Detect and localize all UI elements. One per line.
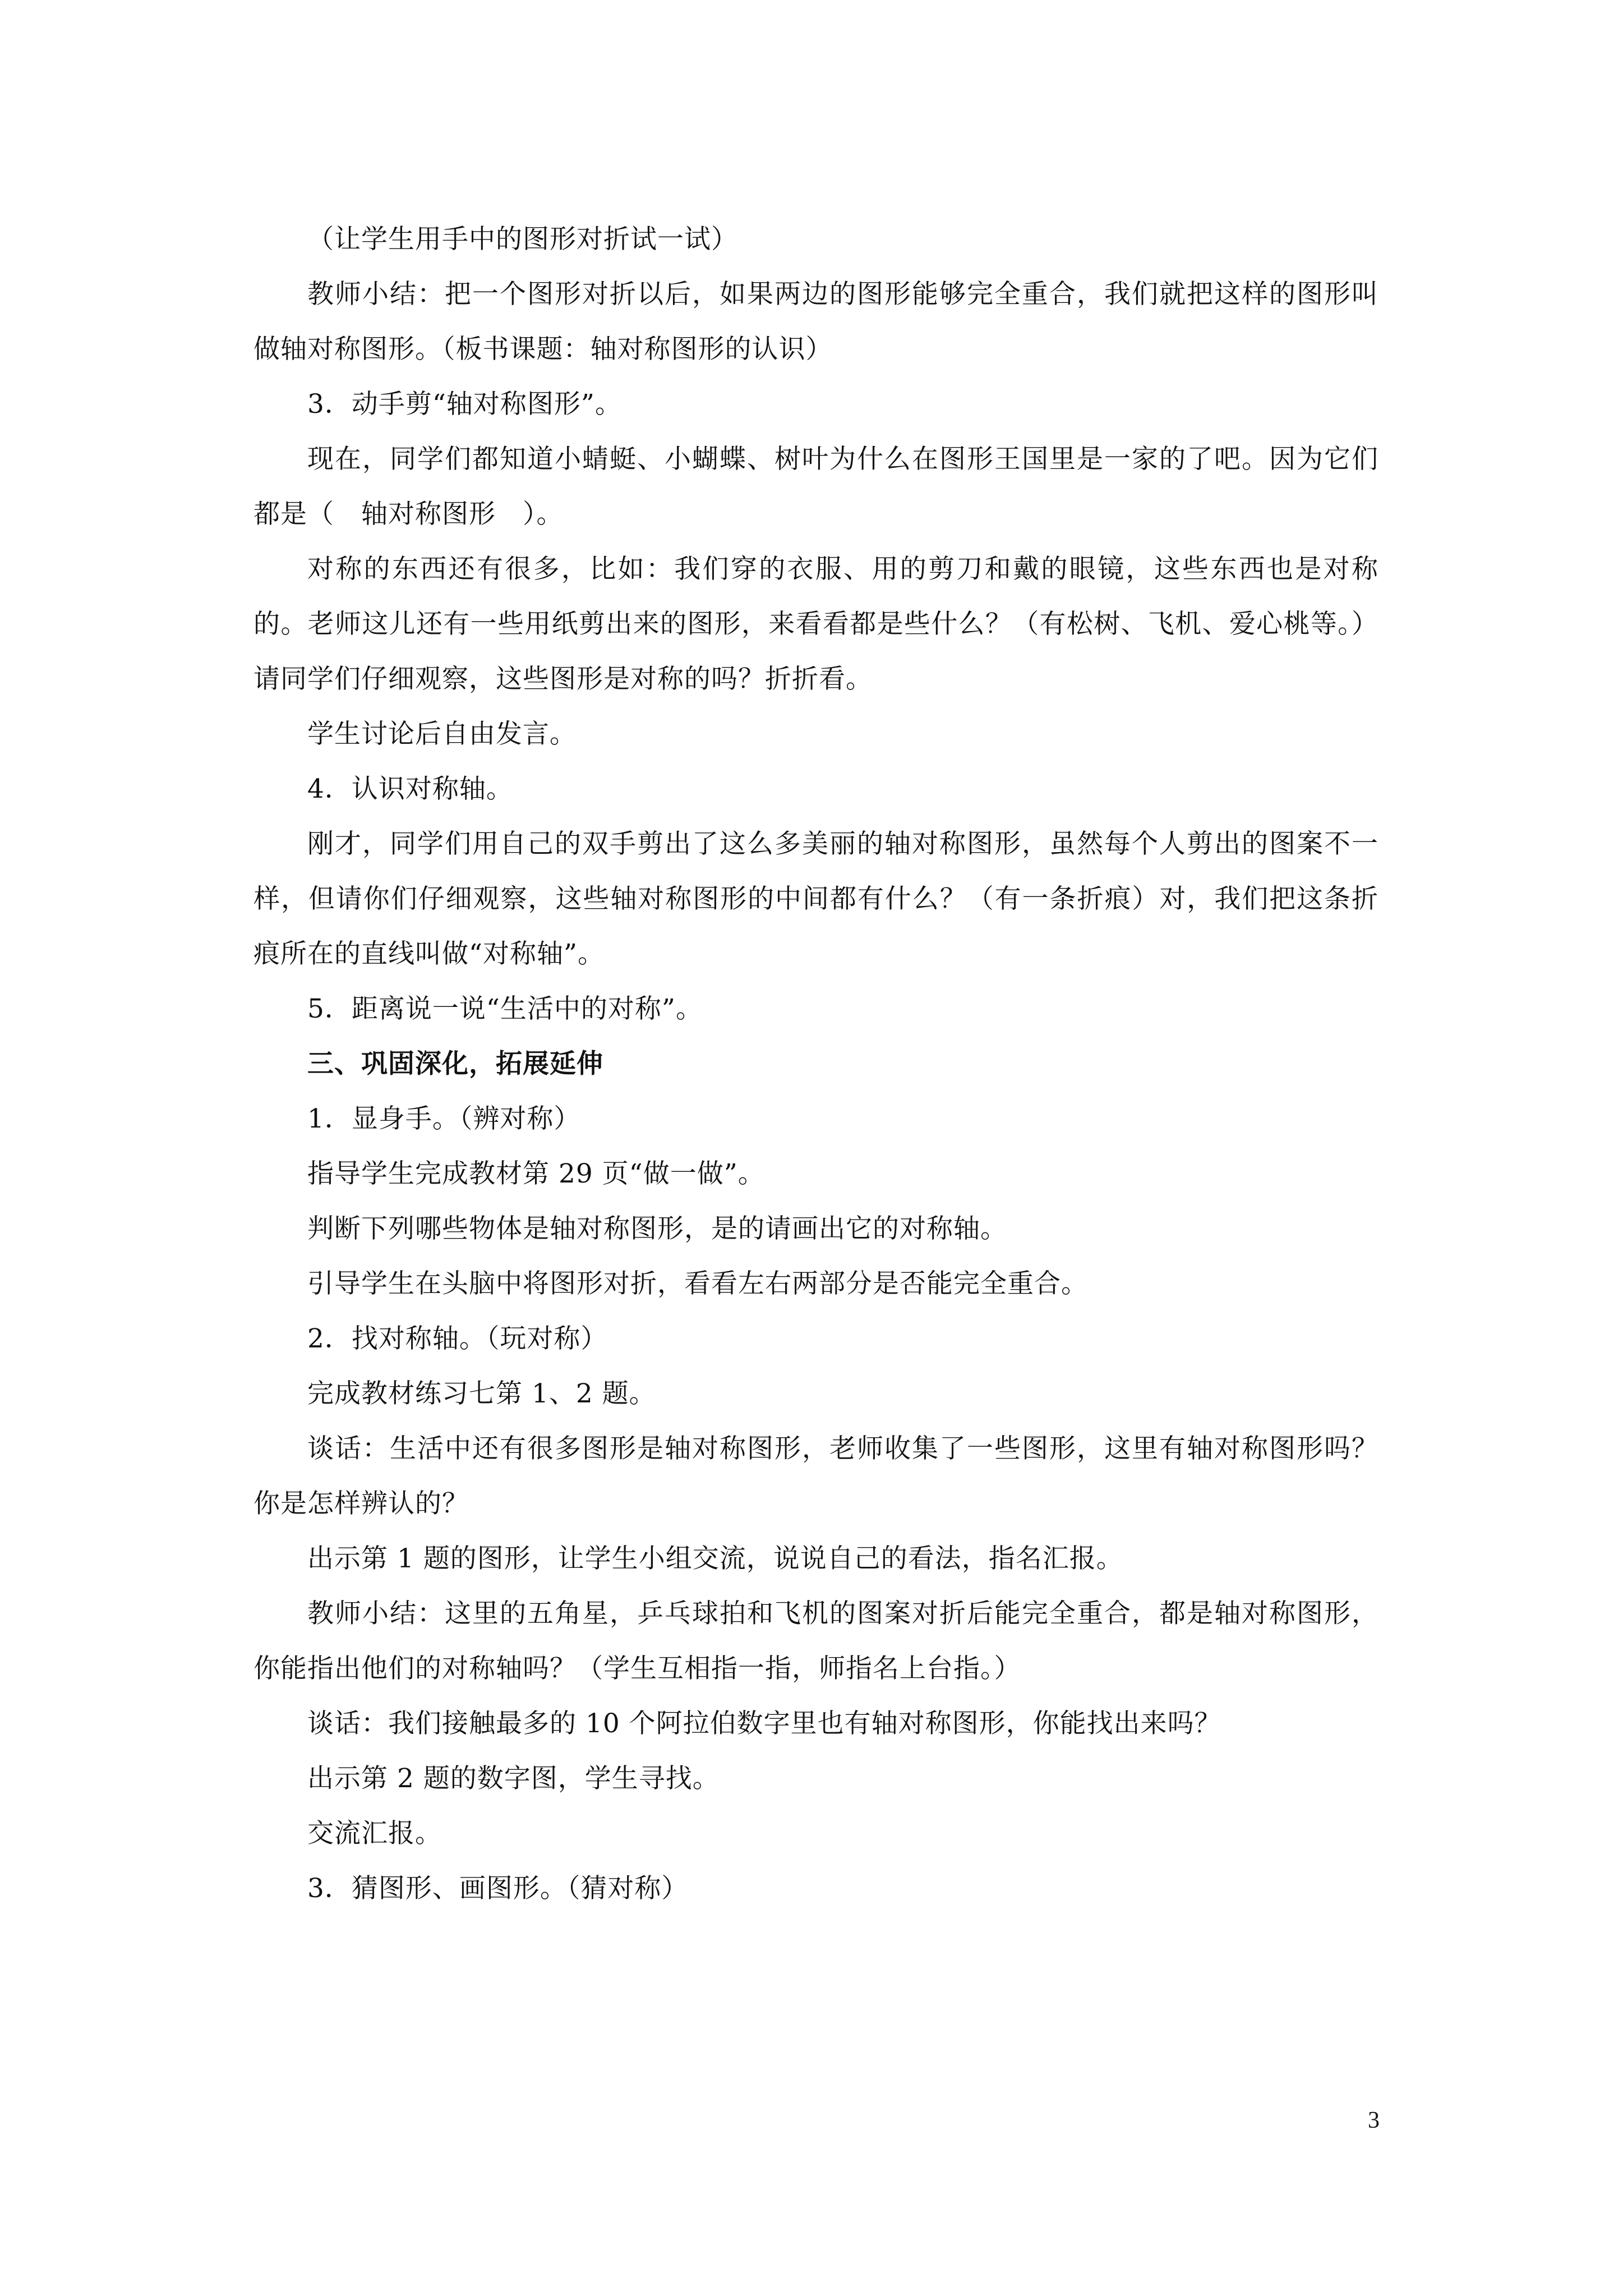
paragraph: 学生讨论后自由发言。 [307,719,577,749]
paragraph: 判断下列哪些物体是轴对称图形，是的请画出它的对称轴。 [307,1213,1007,1244]
paragraph: 教师小结：把一个图形对折以后，如果两边的图形能够完全重合，我们就把这样的图形叫做轴对称图形。（板书课题：轴对称图形的认识） [253,279,1378,365]
paragraph: 现在，同学们都知道小蜻蜓、小蝴蝶、树叶为什么在图形王国里是一家的了吧。因为它们都是（ 轴对称图形 ）。 [253,444,1378,530]
paragraph: 完成教材练习七第 1、2 题。 [307,1378,656,1409]
paragraph: 3．动手剪“轴对称图形”。 [307,389,622,420]
paragraph: （让学生用手中的图形对折试一试） [307,224,738,255]
paragraph: 2．找对称轴。（玩对称） [307,1323,608,1354]
paragraph: 5．距离说一说“生活中的对称”。 [307,993,703,1024]
page-number: 3 [1368,2108,1380,2133]
paragraph: 谈话：我们接触最多的 10 个阿拉伯数字里也有轴对称图形，你能找出来吗？ [307,1708,1221,1739]
paragraph: 1．显身手。（辨对称） [307,1103,581,1134]
document-body [253,212,1378,1916]
paragraph: 教师小结：这里的五角星，乒乓球拍和飞机的图案对折后能完全重合，都是轴对称图形，你能指出他们的对称轴吗？（学生互相指一指，师指名上台指。） [253,1598,1378,1684]
paragraph: 4．认识对称轴。 [307,774,513,804]
paragraph: 出示第 2 题的数字图，学生寻找。 [307,1763,720,1794]
paragraph: 指导学生完成教材第 29 页“做一做”。 [307,1158,765,1189]
paragraph: 刚才，同学们用自己的双手剪出了这么多美丽的轴对称图形，虽然每个人剪出的图案不一样，但请你们仔细观察，这些轴对称图形的中间都有什么？（有一条折痕）对，我们把这条折痕所在的直线叫做“对称轴”。 [253,829,1378,969]
paragraph: 引导学生在头脑中将图形对折，看看左右两部分是否能完全重合。 [307,1268,1088,1299]
paragraph: 交流汇报。 [307,1818,442,1849]
paragraph: 3．猜图形、画图形。（猜对称） [307,1873,689,1904]
paragraph: 出示第 1 题的图形，让学生小组交流，说说自己的看法，指名汇报。 [307,1543,1123,1574]
section-heading: 三、巩固深化，拓展延伸 [307,1048,603,1079]
paragraph: 谈话：生活中还有很多图形是轴对称图形，老师收集了一些图形，这里有轴对称图形吗？你是怎样辨认的？ [253,1433,1378,1519]
paragraph: 对称的东西还有很多，比如：我们穿的衣服、用的剪刀和戴的眼镜，这些东西也是对称的。老师这儿还有一些用纸剪出来的图形，来看看都是些什么？（有松树、飞机、爱心桃等。）请同学们仔细观察，这些图形是对称的吗？折折看。 [253,554,1378,694]
